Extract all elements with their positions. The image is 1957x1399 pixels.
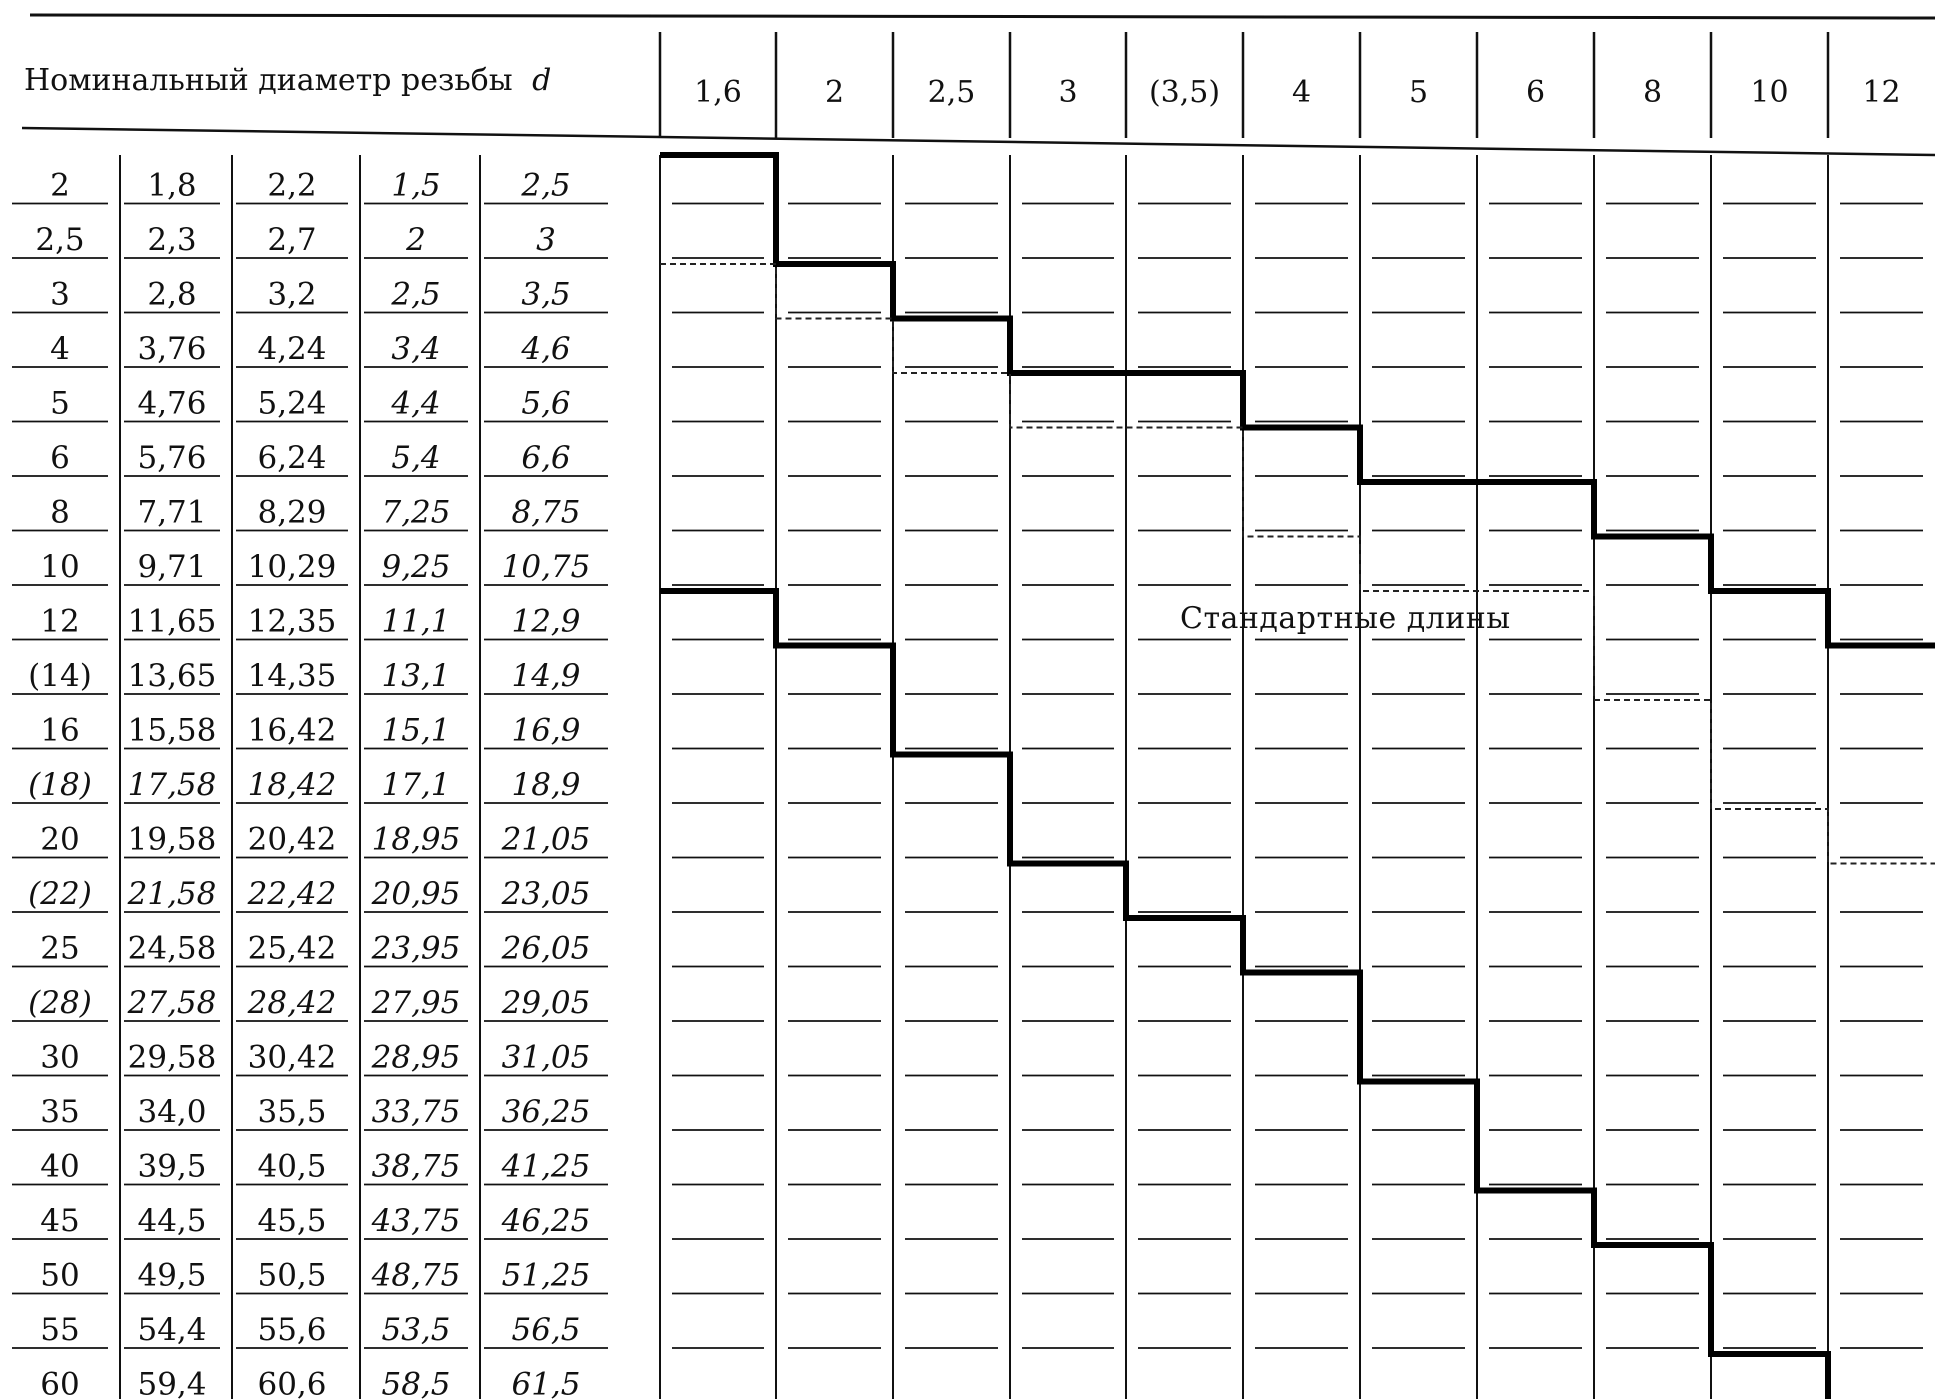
- table-cell: 14,9: [511, 658, 581, 694]
- boundary-lines: [660, 155, 1935, 1399]
- table-cell: 27,58: [127, 985, 217, 1021]
- table-cell: (22): [28, 876, 92, 912]
- table-cell: 17,1: [381, 767, 451, 803]
- table-cell: 4,4: [391, 385, 441, 422]
- diameter-header-cell: 2,5: [927, 75, 976, 110]
- table-cell: 59,4: [137, 1366, 207, 1399]
- table-cell: (18): [28, 767, 92, 803]
- table-cell: 2,2: [267, 167, 317, 204]
- table-cell: 27,95: [371, 985, 461, 1021]
- max-length-boundary: [660, 591, 1935, 1399]
- table-cell: 12,35: [247, 603, 337, 640]
- table-cell: 11,1: [381, 603, 451, 640]
- table-cell: 18,95: [371, 821, 461, 858]
- table-cell: 25: [40, 930, 80, 967]
- table-cell: 9,71: [137, 549, 207, 585]
- table-cell: 24,58: [127, 930, 217, 967]
- table-cell: 55: [40, 1312, 80, 1348]
- table-cell: 40: [40, 1148, 80, 1185]
- table-cell: 8,29: [257, 494, 327, 531]
- table-cell: 11,65: [127, 603, 217, 640]
- diameter-header-cell: 4: [1291, 75, 1312, 110]
- table-cell: 22,42: [247, 876, 337, 912]
- table-cell: 29,58: [127, 1039, 217, 1076]
- table-cell: 40,5: [257, 1148, 327, 1185]
- table-cell: 9,25: [381, 549, 451, 585]
- table-cell: 51,25: [501, 1257, 591, 1294]
- table-cell: 34,0: [137, 1094, 207, 1130]
- table-cell: 5,76: [137, 440, 207, 476]
- header-bottom-rule: [22, 128, 1935, 155]
- table-cell: 48,75: [371, 1257, 461, 1294]
- diameter-header-cell: (3,5): [1148, 75, 1221, 110]
- table-cell: 5,6: [521, 385, 571, 422]
- table-cell: 60,6: [257, 1366, 327, 1399]
- table-cell: 21,58: [127, 876, 217, 912]
- diameter-header-cell: 6: [1525, 75, 1546, 110]
- table-cell: 56,5: [511, 1312, 581, 1348]
- table-cell: 2,5: [521, 167, 571, 204]
- table-cell: 28,42: [247, 985, 337, 1021]
- table-cell: 4,76: [137, 385, 207, 422]
- min-length-boundary: [660, 155, 1935, 646]
- table-cell: 2,5: [35, 222, 85, 258]
- table-cell: 58,5: [381, 1366, 451, 1399]
- header-title-symbol: d: [532, 63, 552, 98]
- table-cell: 13,1: [381, 658, 451, 694]
- table-cell: 15,1: [381, 712, 451, 749]
- diameter-header-cell: 3: [1058, 75, 1078, 110]
- table-cell: 55,6: [257, 1312, 327, 1348]
- table-cell: 33,75: [371, 1094, 461, 1130]
- table-cell: 1,5: [391, 167, 441, 204]
- table-cell: 3,5: [521, 276, 571, 313]
- diameter-header-cell: 8: [1642, 75, 1663, 110]
- table-cell: 53,5: [381, 1312, 451, 1348]
- table-cell: 10: [40, 549, 80, 585]
- table-cell: 35: [40, 1094, 80, 1130]
- table-cell: 3: [50, 276, 70, 313]
- table-cell: 7,71: [137, 494, 207, 531]
- table-cell: 30: [40, 1039, 80, 1076]
- table-cell: 4: [50, 331, 70, 367]
- table-cell: 35,5: [257, 1094, 327, 1130]
- table-cell: 2: [50, 167, 70, 204]
- diameter-header-cell: 12: [1862, 75, 1901, 110]
- table-cell: 12,9: [511, 603, 581, 640]
- table-cell: 30,42: [247, 1039, 337, 1076]
- table-cell: 50: [40, 1257, 80, 1294]
- diameter-grid: [660, 155, 1923, 1399]
- preferred-length-boundary: [660, 264, 1935, 864]
- header-title-text: Номинальный диаметр резьбы: [24, 63, 513, 98]
- table-cell: 31,05: [501, 1039, 591, 1076]
- table-cell: 15,58: [127, 712, 217, 749]
- table-cell: 21,05: [501, 821, 591, 858]
- standard-lengths-label: Стандартные длины: [1180, 601, 1511, 636]
- table-cell: 16,42: [247, 712, 337, 749]
- table-cell: 3,4: [391, 331, 441, 367]
- table-cell: 2,5: [391, 276, 441, 313]
- table-cell: 8: [50, 494, 70, 531]
- table-cell: 19,58: [127, 821, 217, 858]
- table-cell: 60: [40, 1366, 80, 1399]
- table-cell: 41,25: [501, 1148, 591, 1185]
- table-cell: (14): [28, 658, 92, 694]
- table-cell: 14,35: [247, 658, 337, 694]
- diameter-header-cell: 2: [824, 75, 845, 110]
- table-cell: 2,7: [267, 222, 317, 258]
- table-cell: 2,3: [147, 222, 197, 258]
- table-cell: 46,25: [501, 1203, 591, 1239]
- table-cell: 2,8: [147, 276, 197, 313]
- table-cell: 25,42: [247, 930, 337, 967]
- table-cell: 5,24: [257, 385, 327, 422]
- table-cell: 6: [50, 440, 70, 476]
- diameter-header-cell: 5: [1408, 75, 1429, 110]
- table-cell: 26,05: [501, 930, 591, 967]
- table-cell: 20,95: [371, 876, 461, 912]
- table-cell: 5,4: [391, 440, 441, 476]
- table-cell: 16,9: [511, 712, 581, 749]
- table-cell: 49,5: [137, 1257, 207, 1294]
- diameter-header-row: [660, 32, 1901, 138]
- table-cell: 10,29: [247, 549, 337, 585]
- table-cell: 20: [40, 821, 80, 858]
- table-cell: 45: [40, 1203, 80, 1239]
- header-title: [24, 63, 551, 98]
- table-cell: 13,65: [127, 658, 217, 694]
- table-cell: 39,5: [137, 1148, 207, 1185]
- table-cell: 20,42: [247, 821, 337, 858]
- table-cell: (28): [28, 985, 92, 1021]
- table-cell: 8,75: [511, 494, 581, 531]
- table-cell: 54,4: [137, 1312, 207, 1348]
- table-cell: 29,05: [501, 985, 591, 1021]
- table-cell: 1,8: [147, 167, 197, 204]
- table-cell: 12: [40, 603, 80, 640]
- table-cell: 23,95: [371, 930, 461, 967]
- table-cell: 6,6: [521, 440, 571, 476]
- table-cell: 10,75: [501, 549, 591, 585]
- table-cell: 3: [536, 222, 556, 258]
- table-cell: 45,5: [257, 1203, 327, 1239]
- table-cell: 38,75: [371, 1148, 461, 1185]
- table-cell: 28,95: [371, 1039, 461, 1076]
- table-cell: 3,76: [137, 331, 207, 367]
- table-cell: 43,75: [371, 1203, 461, 1239]
- table-cell: 4,6: [521, 331, 571, 367]
- table-cell: 3,2: [267, 276, 317, 313]
- table-cell: 44,5: [137, 1203, 207, 1239]
- table-cell: 4,24: [257, 331, 327, 367]
- top-rule: [30, 15, 1935, 18]
- table-cell: 5: [50, 385, 70, 422]
- table-cell: 6,24: [257, 440, 327, 476]
- table-cell: 2: [406, 222, 426, 258]
- diameter-header-cell: 1,6: [694, 75, 742, 110]
- table-cell: 61,5: [511, 1366, 581, 1399]
- table-cell: 18,9: [511, 767, 581, 803]
- table-cell: 18,42: [247, 767, 337, 803]
- table-cell: 16: [40, 712, 80, 749]
- diameter-header-cell: 10: [1750, 75, 1789, 110]
- table-cell: 50,5: [257, 1257, 327, 1294]
- table-cell: 17,58: [127, 767, 217, 803]
- table-cell: 36,25: [501, 1094, 591, 1130]
- length-tolerance-columns: [12, 155, 608, 1399]
- table-cell: 7,25: [381, 494, 451, 531]
- table-cell: 23,05: [501, 876, 591, 912]
